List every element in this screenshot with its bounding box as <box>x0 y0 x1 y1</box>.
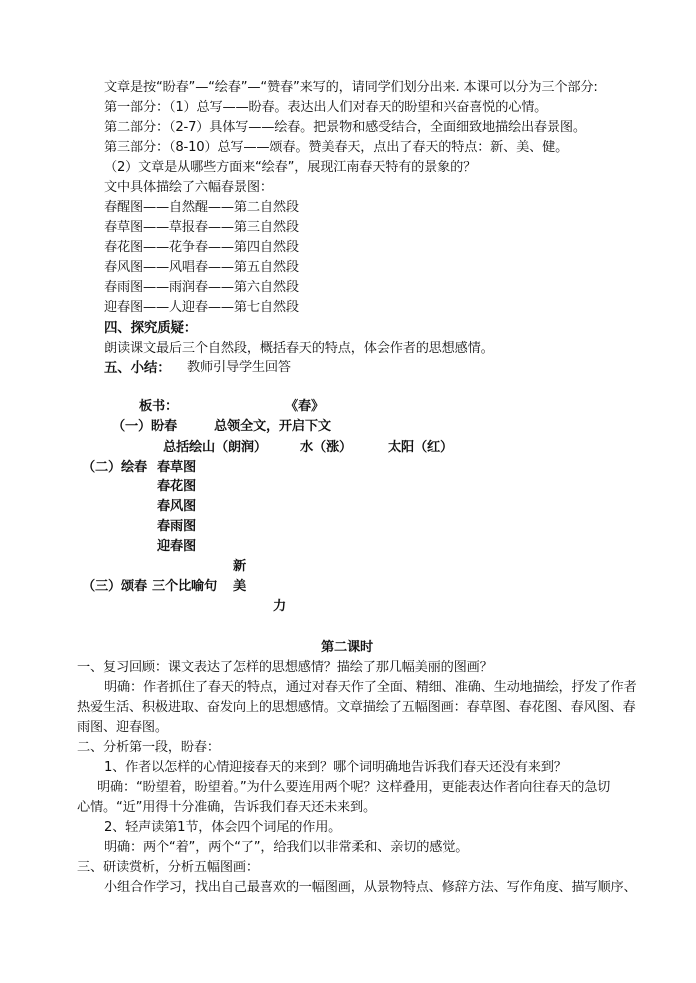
section4-text: 朗读课文最后三个自然段，概括春天的特点，体会作者的思想感情。 <box>104 341 494 356</box>
picture-item: 春风图——风唱春——第五自然段 <box>104 260 299 275</box>
picture-item: 春草图——草报春——第三自然段 <box>104 220 299 235</box>
board-overview: 总括绘山（朗润） <box>163 440 267 455</box>
board-part2-item: 春风图 <box>157 499 196 514</box>
picture-item: 春花图——花争春——第四自然段 <box>104 240 299 255</box>
section5-title: 五、小结： <box>104 360 171 376</box>
section2-title: 二、分析第一段，盼春： <box>77 740 220 755</box>
part3-line: 第三部分：（8-10）总写——颂春。赞美春天，点出了春天的特点：新、美、健。 <box>104 140 569 155</box>
question2-line: （2）文章是从哪些方面来“绘春”，展现江南春天特有的景象的？ <box>104 160 477 175</box>
board-trait: 新 <box>233 559 246 574</box>
part1-line: 第一部分：（1）总写——盼春。表达出人们对春天的盼望和兴奋喜悦的心情。 <box>104 100 548 115</box>
review-answer-line: 雨图、迎春图。 <box>77 720 168 735</box>
board-water: 水（涨） <box>300 440 352 455</box>
section5-text: 教师引导学生回答 <box>187 360 291 375</box>
board-part2-label: （二）绘春 <box>82 460 147 475</box>
board-part2-item: 春花图 <box>157 479 196 494</box>
part2-line: 第二部分：（2-7）具体写——绘春。把景物和感受结合，全面细致地描绘出春景图。 <box>104 120 586 135</box>
section2-answer1-line: 心情。“近”用得十分准确，告诉我们春天还未来到。 <box>77 800 376 815</box>
review-answer-line: 明确：作者抓住了春天的特点，通过对春天作了全面、精细、准确、生动地描绘，抒发了作者 <box>104 680 637 695</box>
six-pictures-line: 文中具体描绘了六幅春景图： <box>104 180 273 195</box>
board-part3-label: （三）颂春 <box>82 579 147 594</box>
board-sun: 太阳（红） <box>388 440 453 455</box>
lesson2-title: 第二课时 <box>321 640 373 655</box>
review-answer-line: 热爱生活、积极进取、奋发向上的思想感情。文章描绘了五幅图画：春草图、春花图、春风图、春 <box>77 700 636 715</box>
section4-title: 四、探究质疑： <box>104 320 198 336</box>
board-title: 《春》 <box>285 399 324 414</box>
section2-question2: 2、轻声读第1节，体会四个词尾的作用。 <box>104 820 342 835</box>
board-label: 板书： <box>139 399 178 414</box>
section3-title: 三、研读赏析，分析五幅图画： <box>77 860 259 875</box>
picture-item: 春雨图——雨润春——第六自然段 <box>104 280 299 295</box>
board-trait: 力 <box>273 599 286 614</box>
section3-text: 小组合作学习，找出自己最喜欢的一幅图画，从景物特点、修辞方法、写作角度、描写顺序、 <box>104 880 637 895</box>
section2-answer2: 明确：两个“着”，两个“了”，给我们以非常柔和、亲切的感觉。 <box>104 840 469 855</box>
picture-item: 迎春图——人迎春——第七自然段 <box>104 300 299 315</box>
board-part2-item: 春草图 <box>157 460 196 475</box>
picture-item: 春醒图——自然醒——第二自然段 <box>104 200 299 215</box>
board-part1-text: 总领全文，开启下文 <box>214 419 331 434</box>
board-part1-label: （一）盼春 <box>112 419 177 434</box>
board-trait: 美 <box>233 579 246 594</box>
board-part2-item: 迎春图 <box>157 539 196 554</box>
section2-question1: 1、作者以怎样的心情迎接春天的来到？哪个词明确地告诉我们春天还没有来到？ <box>104 760 567 775</box>
section2-answer1-line: 明确：“盼望着，盼望着。”为什么要连用两个呢？这样叠用，更能表达作者向往春天的急切 <box>97 780 611 795</box>
board-part2-item: 春雨图 <box>157 519 196 534</box>
board-part3-text: 三个比喻句 <box>152 579 217 594</box>
review-question: 一、复习回顾：课文表达了怎样的思想感情？描绘了那几幅美丽的图画？ <box>77 660 493 675</box>
intro-line: 文章是按“盼春”—“绘春”—“赞春”来写的，请同学们划分出来. 本课可以分为三个部分: <box>104 80 598 95</box>
